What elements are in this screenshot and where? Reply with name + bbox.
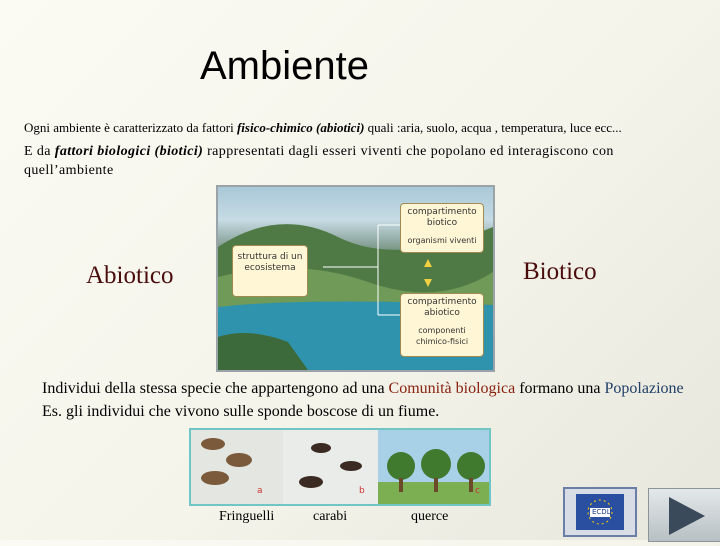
text: quali :aria, suolo, acqua , temperatura, luce ecc... (364, 120, 622, 135)
abiotic-compartment-subtitle: componenti chimico-fisici (415, 326, 469, 346)
intro-paragraph-abiotic (24, 120, 714, 136)
text: E da (24, 144, 55, 159)
ecdl-home-icon[interactable] (562, 484, 638, 540)
play-arrow-icon (649, 489, 720, 541)
population-paragraph (42, 377, 702, 423)
diagram-center-box (232, 245, 308, 297)
highlight-comunita: Comunità biologica (388, 380, 516, 397)
emphasis-biotici: fattori biologici (biotici) (54, 144, 204, 159)
biotic-compartment-subtitle: organismi viventi (407, 236, 477, 245)
slide-title: Ambiente (200, 44, 369, 88)
biotic-compartment-title: compartimento biotico (407, 207, 477, 228)
highlight-popolazione: Popolazione (604, 380, 684, 397)
text: formano una (515, 380, 605, 397)
diagram-center-label: struttura di un ecosistema (237, 252, 303, 273)
caption-carabi: carabi (313, 509, 348, 524)
emphasis-abiotici: fisico-chimico (abiotici) (236, 120, 365, 135)
caption-fringuelli: Fringuelli (219, 509, 275, 524)
text: Es. gli individui che vivono sulle sponde boscose di un fiume. (42, 403, 440, 420)
caption-querce: querce (411, 509, 449, 524)
strip-letter-b: b (359, 486, 365, 496)
abiotic-compartment-box (400, 293, 484, 357)
species-image-strip (189, 428, 491, 506)
next-slide-button[interactable] (648, 488, 720, 542)
strip-letter-c: c (475, 486, 480, 496)
label-biotico: Biotico (523, 258, 597, 285)
ecdl-icon-text: ECDL (592, 508, 611, 516)
intro-paragraph-biotic (24, 142, 704, 180)
strip-letter-a: a (257, 486, 263, 496)
label-abiotico: Abiotico (86, 262, 174, 289)
text: Individui della stessa specie che appartengono ad una (42, 380, 389, 397)
abiotic-compartment-title: compartimento abiotico (407, 297, 477, 318)
species-illustration (191, 430, 489, 504)
text: Ogni ambiente è caratterizzato da fattori (24, 120, 237, 135)
ecosystem-diagram-image (216, 185, 495, 372)
biotic-compartment-box (400, 203, 484, 253)
text: rappresentati dagli esseri viventi che popolano ed interagiscono con quell’ambiente (24, 144, 614, 178)
